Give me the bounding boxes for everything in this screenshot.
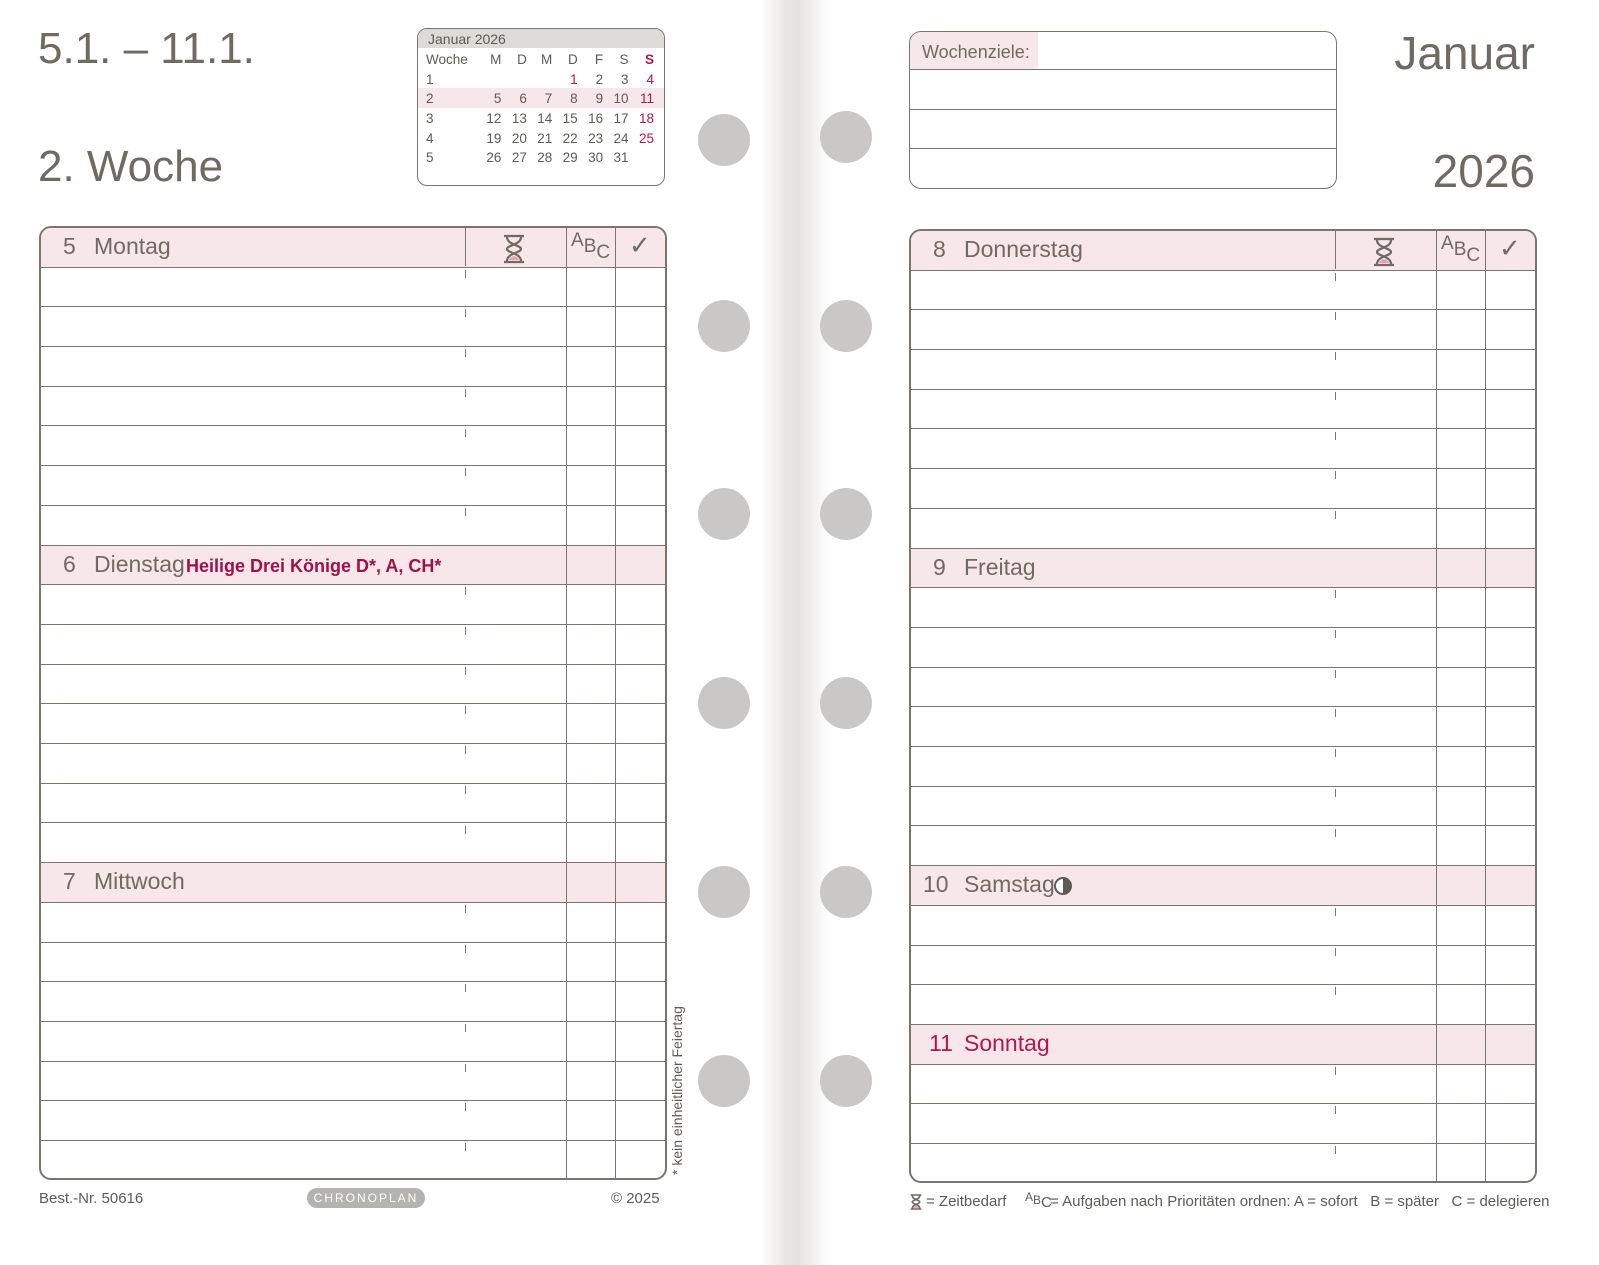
note-line[interactable] [911,1104,1535,1144]
calendar-week-row [426,89,654,109]
calendar-day-cell: 20 [511,130,527,146]
calendar-day-cell: 22 [562,130,578,146]
punch-hole [698,488,750,540]
day-number: 6 [63,550,76,577]
hourglass-icon [1371,237,1397,265]
punch-hole [820,111,872,163]
note-line[interactable] [911,469,1535,509]
note-line[interactable] [41,1062,665,1102]
day-number: 5 [63,233,76,259]
calendar-week-row [426,128,654,148]
note-line[interactable] [911,271,1535,311]
check-icon: ✓ [629,230,651,260]
day-name: Donnerstag [964,236,1083,262]
note-line[interactable] [911,946,1535,986]
calendar-day-cell: 9 [595,91,604,107]
note-line[interactable] [41,1022,665,1062]
calendar-header-cell: D [567,52,578,68]
moon-phase-icon [1053,876,1073,901]
calendar-day-cell: 8 [570,91,578,107]
punch-hole [820,677,872,729]
calendar-day-cell: 15 [562,111,578,127]
note-line[interactable] [911,1144,1535,1183]
note-line[interactable] [911,906,1535,946]
day-number: 10 [923,871,949,898]
note-line[interactable] [911,747,1535,787]
note-line[interactable] [41,347,665,387]
calendar-day-cell: 31 [613,150,629,166]
order-number: Best.-Nr. 50616 [39,1190,144,1207]
day-number: 8 [933,236,946,262]
calendar-day-cell: 16 [588,111,604,127]
calendar-day-cell: 2 [595,71,604,87]
calendar-day-cell: 5 [493,91,502,107]
note-line[interactable] [41,982,665,1022]
note-line[interactable] [41,466,665,506]
note-line[interactable] [911,787,1535,827]
calendar-header-cell: M [490,52,502,68]
mini-calendar-title: Januar 2026 [418,29,664,48]
week-label: 2. Woche [38,142,224,191]
brand-logo: CHRONOPLAN [307,1188,425,1208]
day-name: Dienstag [94,550,185,577]
calendar-week-row [426,109,654,129]
note-line[interactable] [41,903,665,943]
punch-hole [820,300,872,352]
calendar-day-cell: 11 [639,91,654,107]
calendar-header-cell: F [594,52,604,68]
abc-icon: ABC [1025,1190,1052,1211]
weekly-goals-label: Wochenziele: [922,42,1030,62]
holiday-label: Heilige Drei Könige D*, A, CH* [186,555,442,576]
note-line[interactable] [41,744,665,784]
calendar-header-cell: D [517,52,527,68]
note-line[interactable] [41,268,665,308]
note-line[interactable] [911,707,1535,747]
calendar-day-cell: 28 [537,150,553,166]
mini-calendar [417,28,665,186]
day-number: 9 [933,553,946,580]
calendar-day-cell [476,70,501,90]
calendar-day-cell: 23 [588,130,604,146]
note-line[interactable] [911,390,1535,430]
mini-calendar-grid [426,50,654,168]
day-number: 11 [929,1030,953,1056]
note-line[interactable] [41,506,665,546]
note-line[interactable] [911,509,1535,549]
calendar-day-cell: 7 [544,91,553,107]
calendar-day-cell: 2 [426,91,434,107]
year-label: 2026 [1432,145,1535,197]
calendar-day-cell [527,70,552,90]
calendar-week-row [426,70,654,90]
punch-hole [698,866,750,918]
calendar-day-cell [501,70,526,90]
note-line[interactable] [41,427,665,467]
calendar-day-cell: 10 [613,91,629,107]
note-line[interactable] [41,784,665,824]
day-name: Freitag [964,553,1036,580]
day-number: 7 [63,868,76,895]
check-icon: ✓ [1499,233,1521,263]
calendar-week-row [426,148,654,168]
note-line[interactable] [41,625,665,665]
hourglass-icon [909,1193,923,1211]
calendar-day-cell: 14 [537,111,553,127]
footnote: * kein einheitlicher Feiertag [669,1006,685,1175]
note-line[interactable] [911,588,1535,628]
note-line[interactable] [911,668,1535,708]
note-line[interactable] [911,350,1535,390]
calendar-header-cell: M [541,52,553,68]
punch-hole [698,677,750,729]
calendar-day-cell: 26 [486,150,502,166]
calendar-day-cell: 30 [588,150,604,166]
calendar-day-cell: 12 [486,111,502,127]
note-line[interactable] [911,310,1535,350]
note-line[interactable] [41,824,665,864]
legend-time: = Zeitbedarf [926,1193,1007,1210]
punch-hole [698,1055,750,1107]
calendar-day-cell: 4 [646,71,654,87]
date-range: 5.1. – 11.1. [38,24,255,73]
calendar-day-cell: 24 [613,130,629,146]
note-line[interactable] [41,307,665,347]
hourglass-icon [501,234,527,262]
calendar-header-cell: S [644,52,654,68]
month-label: Januar [1394,27,1535,79]
abc-icon: ABC [571,230,611,263]
copyright: © 2025 [611,1190,660,1207]
note-line[interactable] [41,704,665,744]
calendar-day-cell [629,148,654,168]
calendar-header-cell: S [619,52,629,68]
note-line[interactable] [41,387,665,427]
note-line[interactable] [911,628,1535,668]
note-line[interactable] [41,665,665,705]
note-line[interactable] [41,1141,665,1180]
day-name: Mittwoch [94,868,185,895]
calendar-day-cell: 29 [562,150,578,166]
calendar-day-cell: 21 [537,130,553,146]
punch-hole [820,488,872,540]
calendar-day-cell: 19 [486,130,502,146]
note-line[interactable] [911,985,1535,1025]
day-name: Montag [94,233,171,259]
calendar-day-cell: 6 [519,91,527,107]
calendar-day-cell: 13 [511,111,527,127]
day-name: Sonntag [964,1030,1050,1056]
note-line[interactable] [911,430,1535,470]
note-line[interactable] [911,827,1535,867]
calendar-header-cell: Woche [426,52,468,68]
weekly-goals-box [909,31,1337,189]
left-day-table [39,226,667,1180]
day-name: Samstag [964,871,1055,898]
calendar-day-cell: 3 [426,111,434,127]
note-line[interactable] [41,585,665,625]
calendar-day-cell: 17 [613,111,629,127]
calendar-day-cell: 5 [426,150,434,166]
abc-icon: ABC [1441,233,1481,266]
calendar-day-cell: 4 [426,130,434,146]
right-day-table [909,229,1537,1183]
punch-hole [698,300,750,352]
calendar-day-cell: 18 [638,111,654,127]
note-line[interactable] [41,943,665,983]
punch-hole [698,114,750,166]
calendar-day-cell: 1 [426,71,434,87]
legend-abc: = Aufgaben nach Prioritäten ordnen: A = sofort B = später C = delegieren [1050,1193,1550,1210]
calendar-day-cell: 1 [570,71,578,87]
calendar-day-cell: 27 [511,150,527,166]
calendar-day-cell: 25 [638,130,654,146]
note-line[interactable] [911,1065,1535,1105]
punch-hole [820,1055,872,1107]
note-line[interactable] [41,1101,665,1141]
calendar-day-cell: 3 [621,71,629,87]
punch-hole [820,866,872,918]
